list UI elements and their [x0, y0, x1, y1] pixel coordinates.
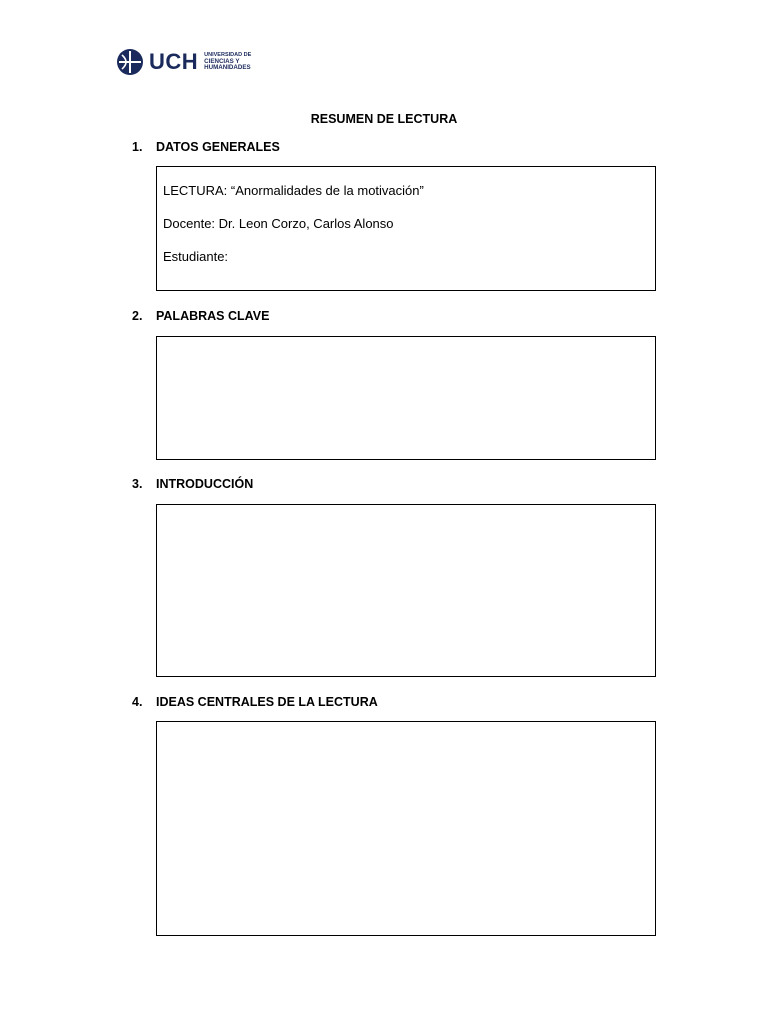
lectura-field: LECTURA: “Anormalidades de la motivación” [163, 183, 424, 198]
introduccion-box[interactable] [156, 504, 656, 677]
section-heading-4 [132, 695, 378, 709]
logo-line1: UNIVERSIDAD DE [204, 52, 252, 59]
logo-abbr: UCH [149, 49, 199, 74]
section-title: INTRODUCCIÓN [156, 477, 254, 491]
ideas-centrales-box[interactable] [156, 721, 656, 936]
palabras-clave-box[interactable] [156, 336, 656, 460]
docente-field: Docente: Dr. Leon Corzo, Carlos Alonso [163, 216, 394, 231]
section-heading-2 [132, 309, 269, 323]
section-title: PALABRAS CLAVE [156, 309, 270, 323]
section-number: 1. [132, 140, 143, 154]
document-title: RESUMEN DE LECTURA [310, 112, 458, 126]
section-heading-1 [132, 140, 280, 154]
logo-line3: HUMANIDADES [204, 64, 251, 72]
section-title: IDEAS CENTRALES DE LA LECTURA [156, 695, 378, 709]
uch-emblem-icon [116, 48, 144, 76]
section-number: 3. [132, 477, 143, 491]
logo-line2: CIENCIAS Y [204, 57, 240, 65]
section-heading-3 [132, 477, 253, 491]
section-number: 4. [132, 695, 143, 709]
logo-fullname [204, 52, 251, 72]
estudiante-field[interactable]: Estudiante: [163, 249, 229, 264]
section-title: DATOS GENERALES [156, 140, 280, 154]
section-number: 2. [132, 309, 143, 323]
university-logo [116, 48, 251, 76]
